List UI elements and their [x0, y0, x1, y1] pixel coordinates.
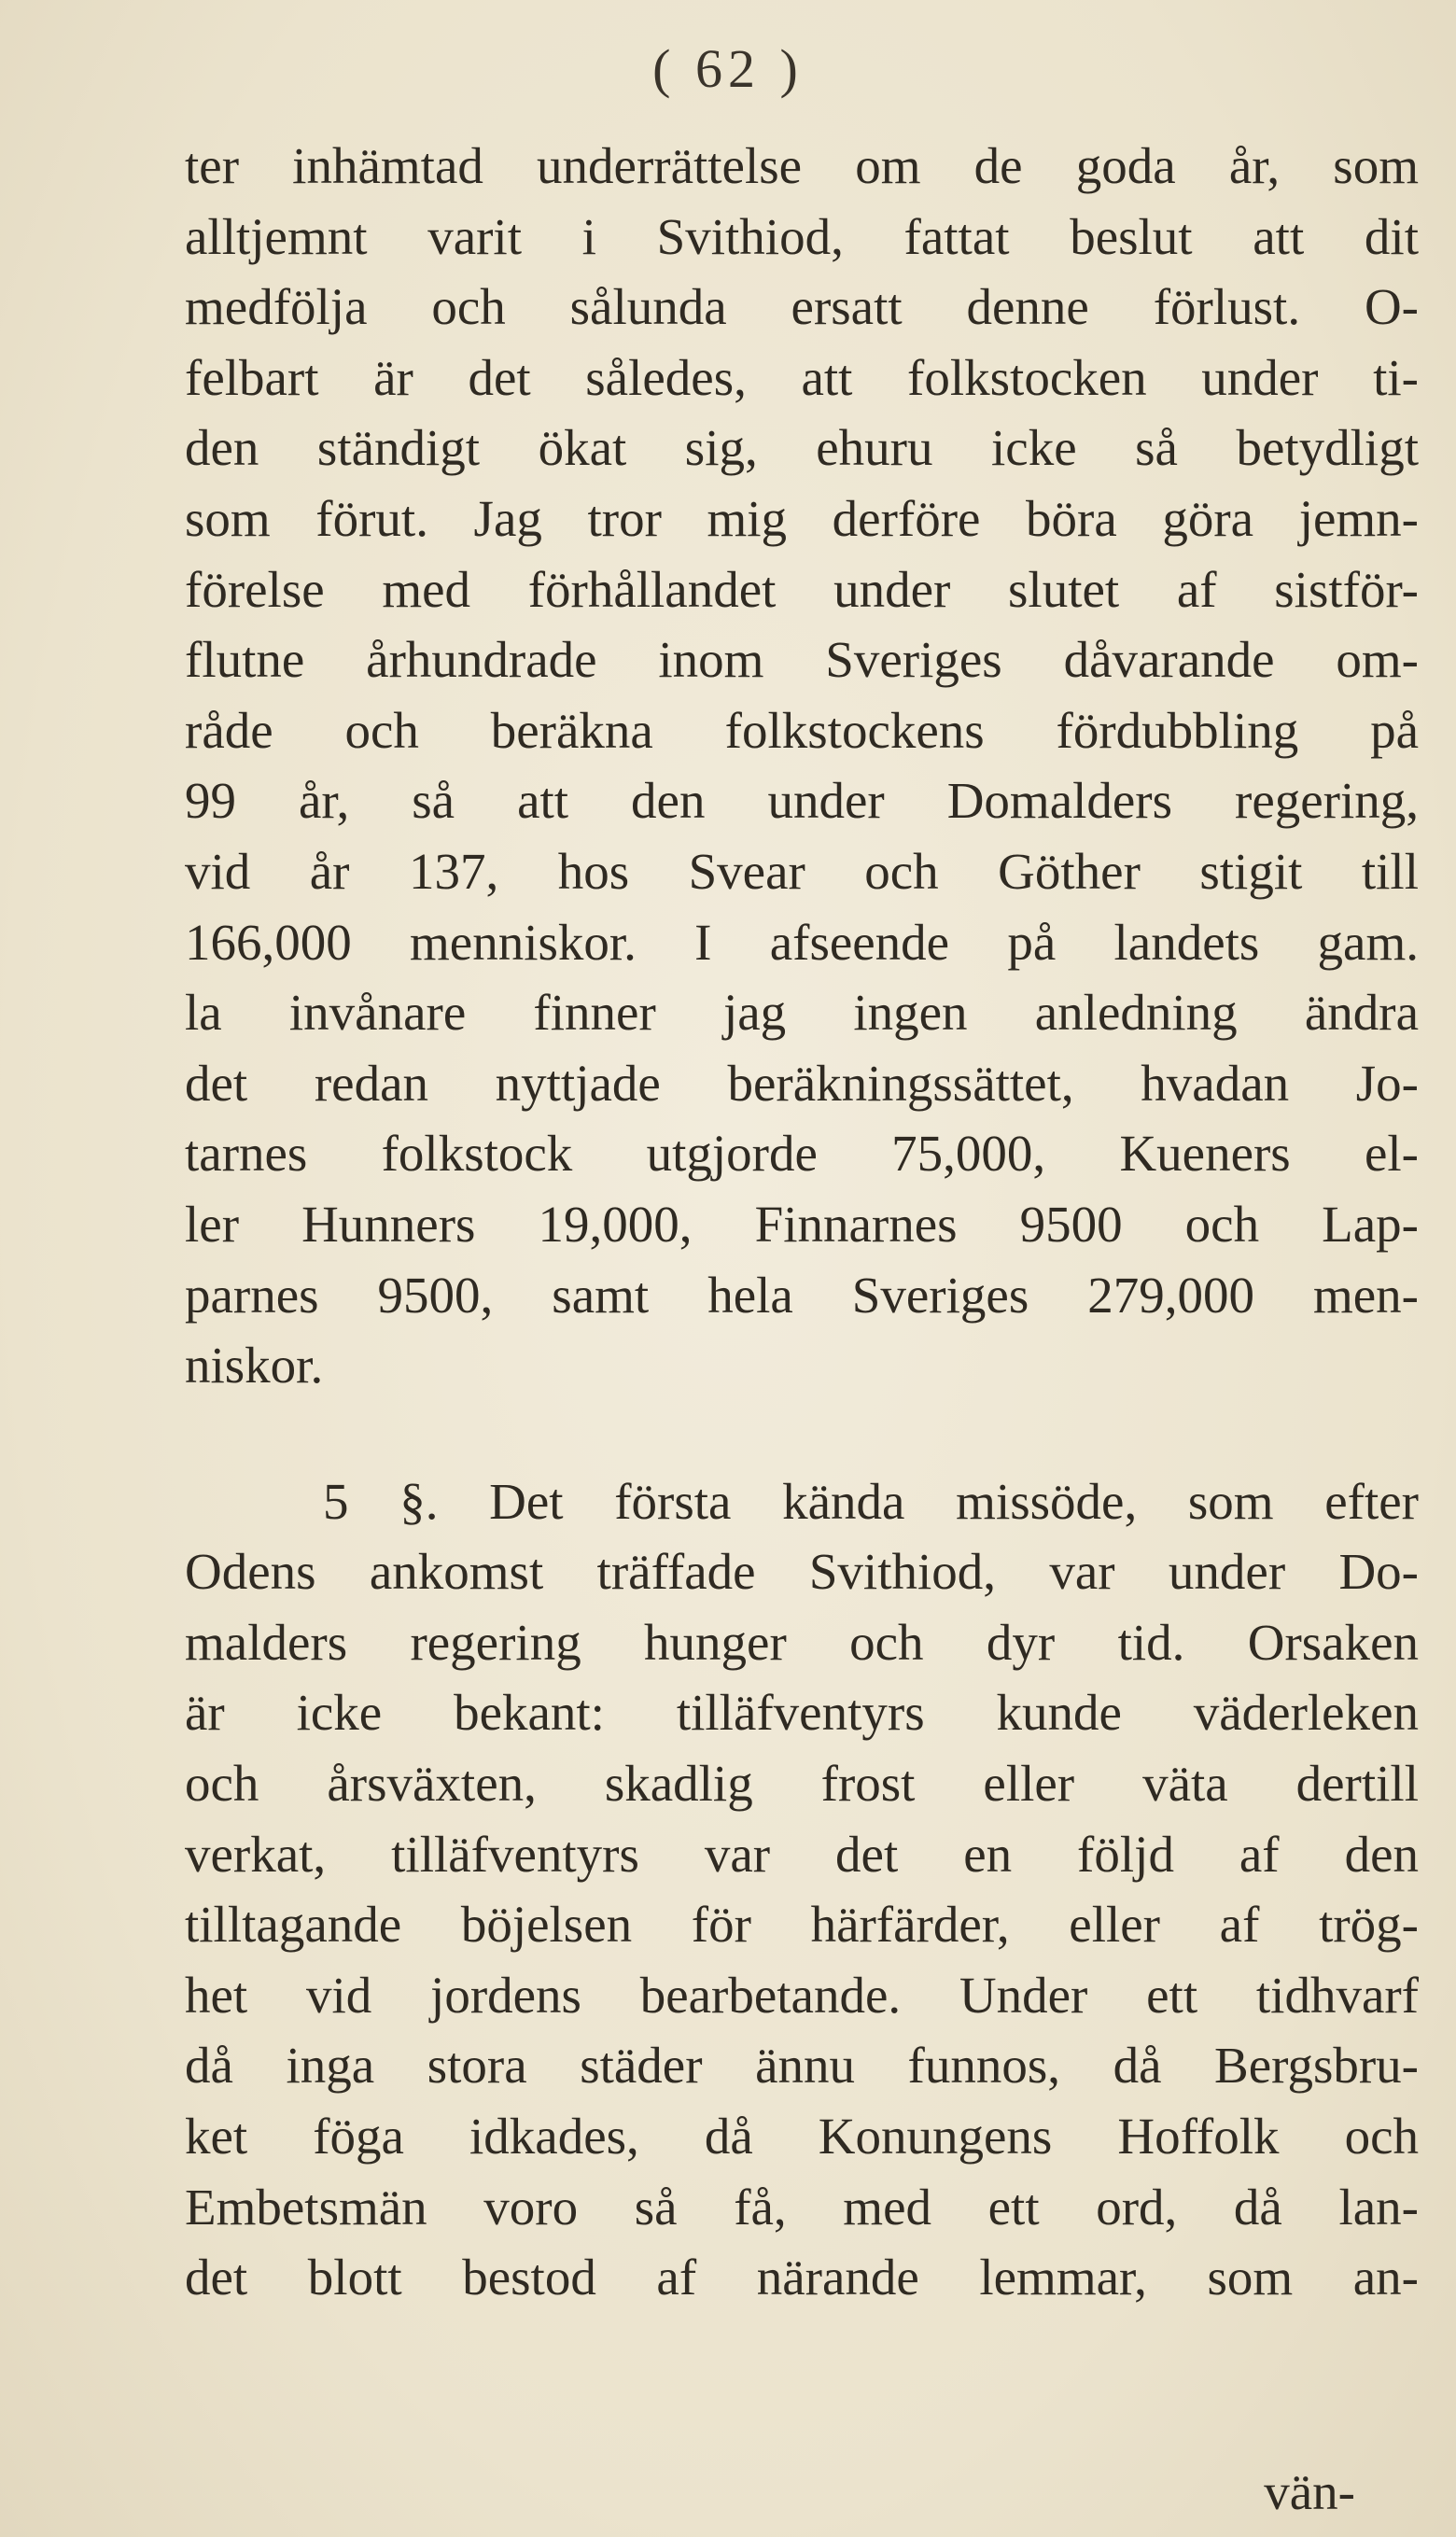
text-line: medfölja och sålunda ersatt denne förlust. O-: [185, 278, 1419, 336]
page-number: ( 62 ): [652, 38, 804, 99]
text-line: 5 §. Det första kända missöde, som efter: [323, 1472, 1419, 1530]
text-line: som förut. Jag tror mig derföre böra göra jemn-: [185, 489, 1419, 547]
text-line: flutne århundrade inom Sveriges dåvarande om-: [185, 631, 1419, 689]
text-line: tarnes folkstock utgjorde 75,000, Kueners el-: [185, 1125, 1419, 1183]
text-line: förelse med förhållandet under slutet af sistför-: [185, 560, 1419, 618]
page-body: [185, 131, 1419, 2313]
text-line: det blott bestod af närande lemmar, som an-: [185, 2249, 1419, 2306]
text-line: Embetsmän voro så få, med ett ord, då lan-: [185, 2178, 1419, 2236]
text-line: felbart är det således, att folkstocken under ti-: [185, 348, 1419, 406]
text-line: alltjemnt varit i Svithiod, fattat beslut att dit: [185, 207, 1419, 265]
text-line: är icke bekant: tilläfventyrs kunde väderleken: [185, 1684, 1419, 1742]
text-line: och årsväxten, skadlig frost eller väta dertill: [185, 1755, 1419, 1813]
text-line: niskor.: [185, 1337, 324, 1395]
paragraph-1: [185, 131, 1419, 1401]
text-line: tilltagande böjelsen för härfärder, eller af trög-: [185, 1896, 1419, 1954]
text-line: parnes 9500, samt hela Sveriges 279,000 men-: [185, 1266, 1419, 1324]
catchword: vän-: [1264, 2463, 1355, 2520]
text-line: verkat, tilläfventyrs var det en följd af den: [185, 1825, 1419, 1883]
text-line: det redan nyttjade beräkningssättet, hvadan Jo-: [185, 1054, 1419, 1112]
text-line: la invånare finner jag ingen anledning ändra: [185, 984, 1419, 1042]
text-line: ler Hunners 19,000, Finnarnes 9500 och Lap-: [185, 1195, 1419, 1253]
text-line: Odens ankomst träffade Svithiod, var under Do-: [185, 1543, 1419, 1601]
text-line: den ständigt ökat sig, ehuru icke så betydligt: [185, 419, 1419, 477]
text-line: ter inhämtad underrättelse om de goda år, som: [185, 137, 1419, 194]
text-line: 166,000 menniskor. I afseende på landets gam.: [185, 913, 1419, 971]
text-line: råde och beräkna folkstockens fördubbling på: [185, 701, 1419, 759]
text-line: het vid jordens bearbetande. Under ett tidhvarf: [185, 1966, 1419, 2024]
text-line: vid år 137, hos Svear och Göther stigit till: [185, 842, 1419, 900]
text-line: malders regering hunger och dyr tid. Orsaken: [185, 1613, 1419, 1671]
text-line: ket föga idkades, då Konungens Hoffolk och: [185, 2108, 1419, 2166]
paragraph-2: [185, 1466, 1419, 2313]
text-line: 99 år, så att den under Domalders regering,: [185, 772, 1419, 830]
text-line: då inga stora städer ännu funnos, då Bergsbru-: [185, 2037, 1419, 2095]
